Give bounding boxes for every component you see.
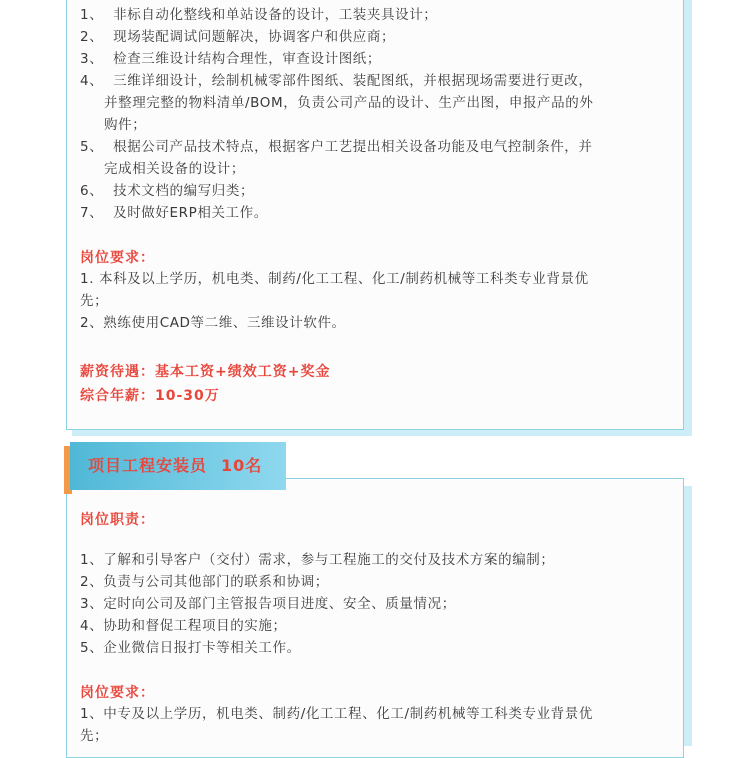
duty-list-2: [80, 549, 675, 659]
requirement-1-2: 1、中专及以上学历，机电类、制药/化工工程、化工/制药机械等工科类专业背景优 先；: [80, 706, 593, 744]
job-title-banner: [70, 442, 286, 490]
salary-line: 薪资待遇：基本工资+绩效工资+奖金: [80, 364, 331, 380]
card-shadow-right: [684, 0, 692, 436]
requirements-heading: 岗位要求：: [80, 250, 155, 266]
list-item: 4、协助和督促工程项目的实施；: [80, 618, 287, 634]
list-item: 2、负责与公司其他部门的联系和协调；: [80, 574, 329, 590]
list-item: 5、 根据公司产品技术特点，根据客户工艺提出相关设备功能及电气控制条件，并 完成相关设备的设计；: [80, 139, 593, 177]
requirement-2: 2、熟练使用CAD等二维、三维设计软件。: [80, 315, 346, 331]
duties-heading: 岗位职责：: [80, 512, 155, 528]
list-item: 6、 技术文档的编写归类；: [80, 183, 255, 199]
job-count: 10名: [221, 456, 263, 475]
requirement-1: 1. 本科及以上学历，机电类、制药/化工工程、化工/制药机械等工科类专业背景优 先；: [80, 271, 589, 309]
list-item: 1、 非标自动化整线和单站设备的设计，工装夹具设计；: [80, 7, 438, 23]
job-title: 项目工程安装员: [88, 456, 208, 475]
list-item: 1、了解和引导客户（交付）需求，参与工程施工的交付及技术方案的编制；: [80, 552, 555, 568]
duty-list: [80, 4, 680, 224]
list-item: 3、 检查三维设计结构合理性，审查设计图纸；: [80, 51, 381, 67]
list-item: 5、企业微信日报打卡等相关工作。: [80, 640, 301, 656]
list-item: 7、 及时做好ERP相关工作。: [80, 205, 268, 221]
card-shadow-bottom: [72, 430, 692, 436]
card-shadow-right: [684, 486, 692, 746]
list-item: 2、 现场装配调试问题解决，协调客户和供应商；: [80, 29, 396, 45]
requirements-heading-2: 岗位要求：: [80, 685, 155, 701]
list-item: 3、定时向公司及部门主管报告项目进度、安全、质量情况；: [80, 596, 456, 612]
list-item: 4、 三维详细设计，绘制机械零部件图纸、装配图纸，并根据现场需要进行更改， 并整理完整的物料清单/BOM，负责公司产品的设计、生产出图，申报产品的外 购件；: [80, 73, 594, 133]
annual-salary-line: 综合年薪：10-30万: [80, 388, 220, 404]
